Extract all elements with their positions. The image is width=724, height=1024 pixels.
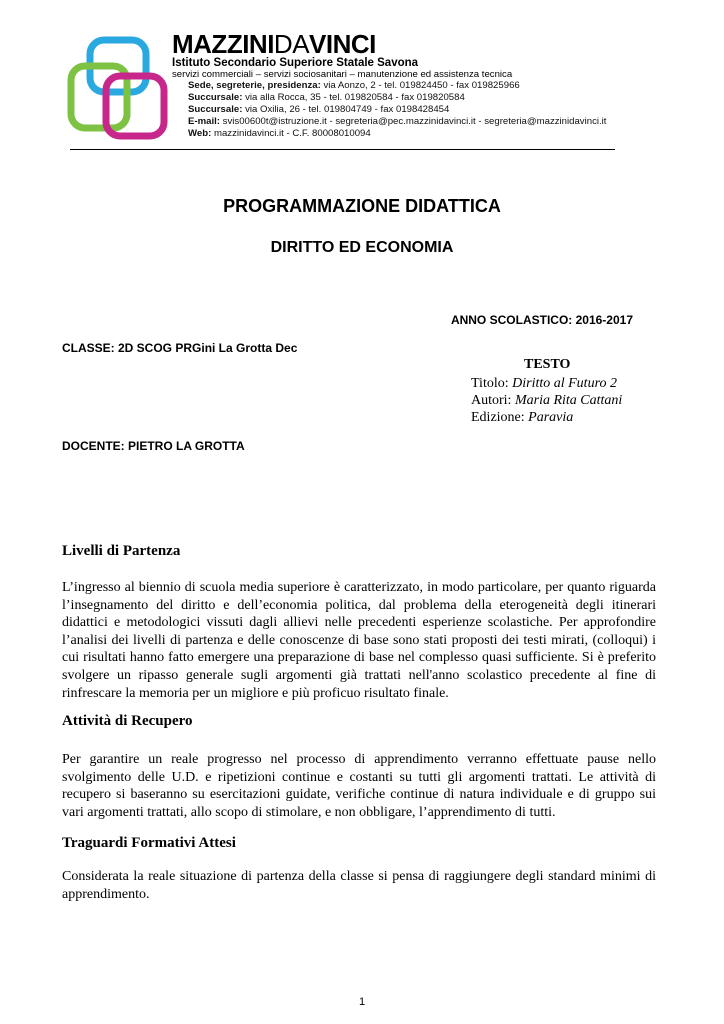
contact-line-5: [188, 128, 371, 140]
school-name-part1: MAZZINI: [172, 29, 274, 59]
school-name: [172, 30, 376, 58]
teacher-label: DOCENTE: PIETRO LA GROTTA: [62, 439, 245, 453]
contact-label: Web:: [188, 128, 212, 139]
contact-text: mazzinidavinci.it - C.F. 80008010094: [211, 128, 371, 139]
contact-text: via Oxilia, 26 - tel. 019804749 - fax 0198428454: [242, 104, 450, 115]
section-heading: Livelli di Partenza: [62, 543, 181, 559]
textbook-title-label: Titolo:: [471, 376, 513, 391]
contact-line-4: [188, 116, 606, 128]
document-title: PROGRAMMAZIONE DIDATTICA: [223, 196, 501, 216]
contact-text: via alla Rocca, 35 - tel. 019820584 - fax 019820584: [242, 92, 465, 103]
textbook-edition-value: Paravia: [528, 410, 574, 425]
section-body: Considerata la reale situazione di partenza della classe si pensa di raggiungere degli standard minimi di apprendimento.: [62, 869, 656, 902]
textbook-authors: [471, 392, 622, 409]
textbook-authors-label: Autori:: [471, 393, 515, 408]
school-services: servizi commerciali – servizi sociosanitari – manutenzione ed assistenza tecnica: [172, 69, 513, 80]
school-logo: [66, 36, 170, 142]
contact-label: Sede, segreterie, presidenza:: [188, 80, 321, 91]
section-body: Per garantire un reale progresso nel processo di apprendimento verranno effettuate pause nello svolgimento delle U.D. e ripetizioni continue e costanti su tutti gli argomenti trattati. Le attività di recupero si baseranno su esercitazioni guidate, verifiche continue di natura individuale e di gruppo sui vari argomenti trattati, allo scopo di stimolare, e non obbligare, l’apprendimento di tutti.: [62, 752, 656, 820]
school-year: ANNO SCOLASTICO: 2016-2017: [450, 313, 633, 327]
contact-label: Succursale:: [188, 104, 243, 115]
section-heading: Attività di Recupero: [62, 713, 193, 729]
contact-text: svis00600t@istruzione.it - segreteria@pec.mazzinidavinci.it - segreteria@mazzinidavinci.it: [220, 116, 607, 127]
textbook-authors-value: Maria Rita Cattani: [514, 393, 623, 408]
page-number: 1: [358, 996, 366, 1008]
textbook-title: [471, 375, 617, 392]
textbook-heading: TESTO: [524, 357, 571, 372]
contact-line-2: [188, 92, 465, 104]
section-heading: Traguardi Formativi Attesi: [62, 835, 236, 851]
contact-text: via Aonzo, 2 - tel. 019824450 - fax 019825966: [320, 80, 520, 91]
textbook-edition: [471, 409, 573, 426]
contact-line-1: [188, 80, 520, 92]
class-label: CLASSE: 2D SCOG PRGini La Grotta Dec: [62, 341, 298, 355]
school-subtitle: Istituto Secondario Superiore Statale Savona: [172, 57, 419, 69]
header-divider: [70, 149, 615, 150]
school-name-part2: DA: [273, 29, 310, 59]
school-name-part3: VINCI: [309, 29, 376, 59]
subject-title: DIRITTO ED ECONOMIA: [270, 239, 454, 256]
contact-label: Succursale:: [188, 92, 243, 103]
section-body: L’ingresso al biennio di scuola media superiore è caratterizzato, in modo particolare, per quanto riguarda l’insegnamento del diritto e dell’economia politica, dal problema della eterogeneità degli itinerari didattici e metodologici vissuti dagli allievi nelle precedenti esperienze scolastiche. Per approfondire l’analisi dei livelli di partenza e delle conoscenze di base sono stati proposti dei testi mirati, (colloqui) i cui risultati hanno fatto emergere una preparazione di base nel complesso quasi sufficiente. Si è preferito svolgere un ripasso generale sugli argomenti già trattati nell'anno scolastico precedente al fine di rinfrescare la memoria per un migliore e più proficuo risultato finale.: [62, 580, 656, 701]
contact-label: E-mail:: [188, 116, 220, 127]
textbook-edition-label: Edizione:: [471, 410, 529, 425]
contact-line-3: [188, 104, 449, 116]
textbook-title-value: Diritto al Futuro 2: [512, 376, 618, 391]
